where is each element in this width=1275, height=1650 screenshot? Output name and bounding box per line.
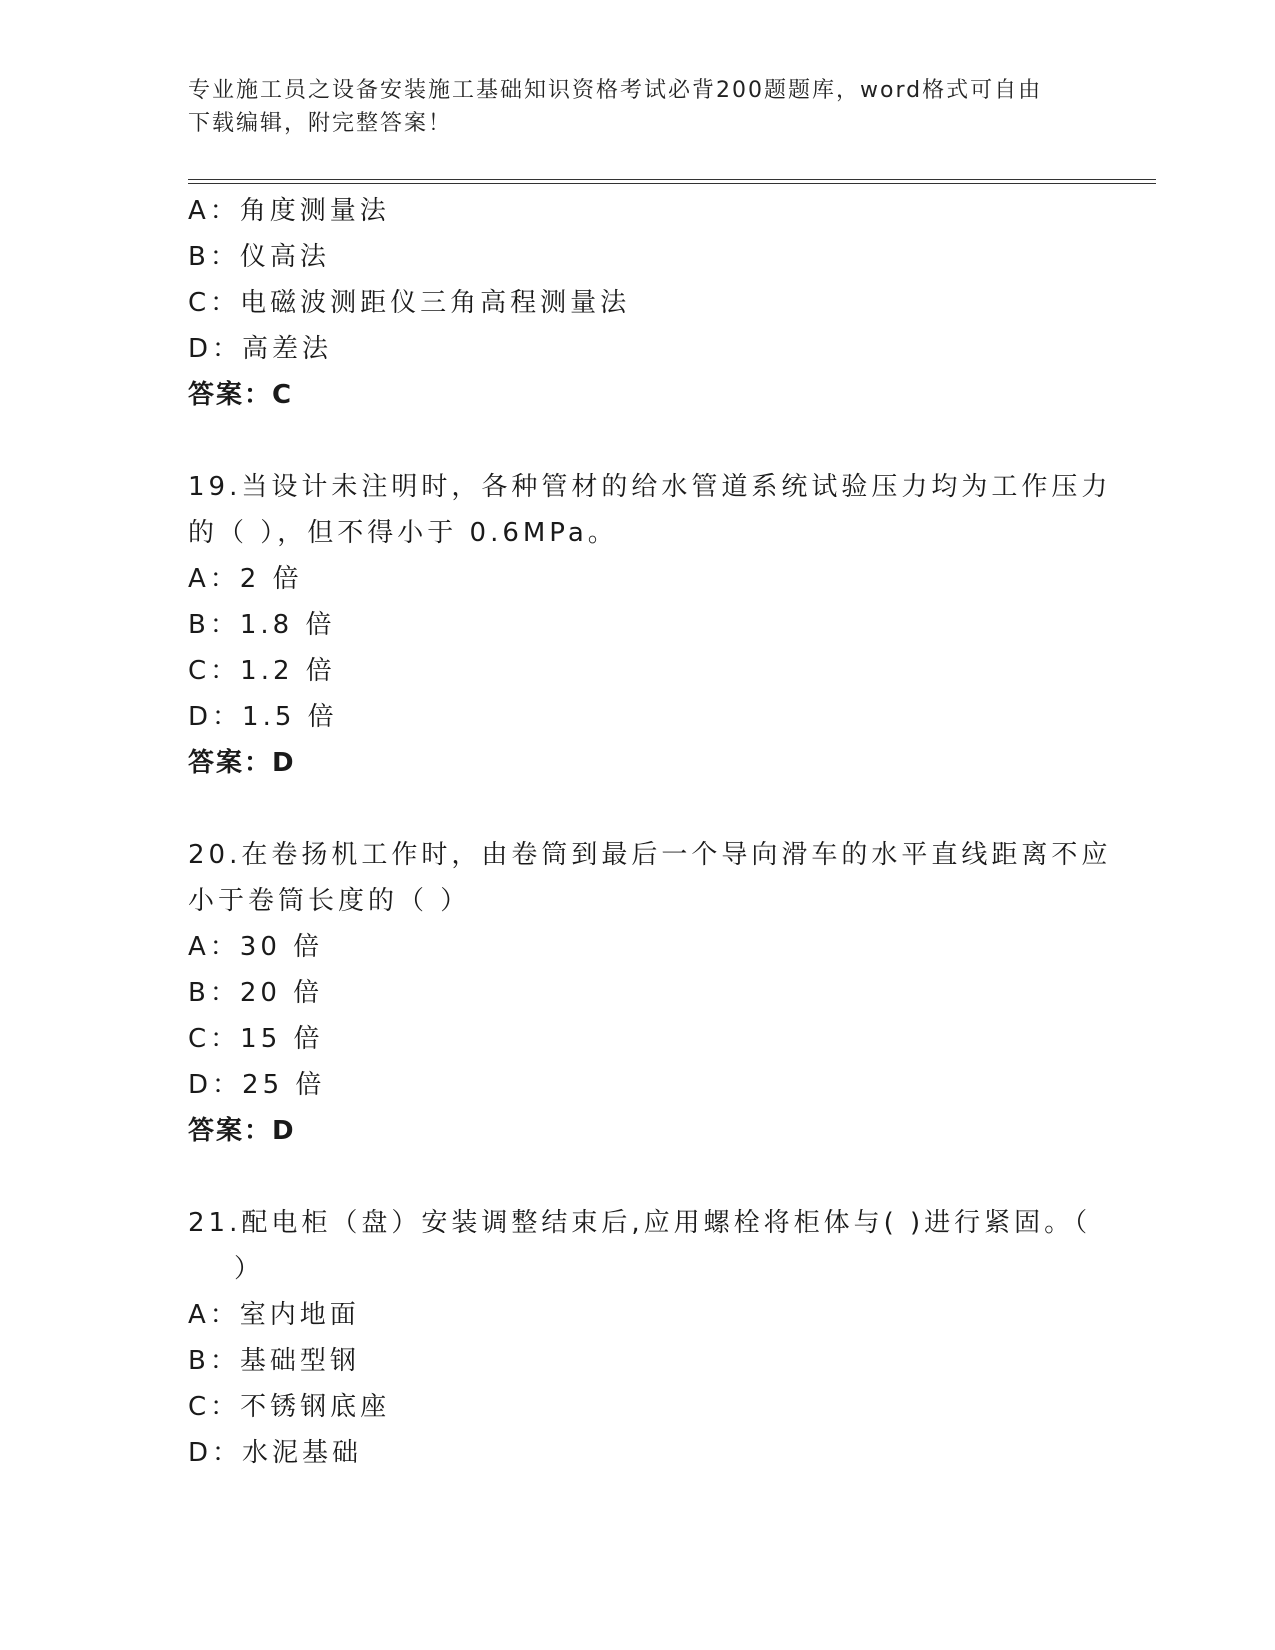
document-header — [188, 74, 1088, 140]
option-c: C：15 倍 — [188, 1024, 324, 1054]
option-a: A：室内地面 — [188, 1300, 360, 1330]
question-text-line-2: ） — [234, 1254, 265, 1284]
answer: 答案：D — [188, 1116, 296, 1146]
option-a: A：30 倍 — [188, 932, 324, 962]
header-title-line-1: 专业施工员之设备安装施工基础知识资格考试必背200题题库，word格式可自由 — [188, 78, 1043, 103]
option-c: C：电磁波测距仪三角高程测量法 — [188, 288, 631, 318]
question-text-line-2: 小于卷筒长度的（ ） — [188, 886, 471, 916]
question-text-line-1: 21.配电柜（盘）安装调整结束后,应用螺栓将柜体与( )进行紧固。（ — [188, 1208, 1092, 1238]
option-b: B：仪高法 — [188, 242, 330, 272]
answer: 答案：D — [188, 748, 296, 778]
option-d: D：水泥基础 — [188, 1438, 363, 1468]
spacer — [188, 418, 1088, 464]
question-21 — [188, 1200, 1092, 1476]
question-text-line-1: 19.当设计未注明时，各种管材的给水管道系统试验压力均为工作压力 — [188, 472, 1112, 502]
question-content — [188, 188, 1112, 1476]
option-d: D：高差法 — [188, 334, 333, 364]
option-b: B：基础型钢 — [188, 1346, 360, 1376]
option-b: B：20 倍 — [188, 978, 324, 1008]
spacer — [188, 786, 1088, 832]
spacer — [188, 1154, 1088, 1200]
header-title-line-2: 下载编辑，附完整答案！ — [188, 111, 453, 136]
option-a: A：角度测量法 — [188, 196, 390, 226]
option-d: D：1.5 倍 — [188, 702, 338, 732]
option-c: C：不锈钢底座 — [188, 1392, 391, 1422]
question-19 — [188, 464, 1112, 786]
option-b: B：1.8 倍 — [188, 610, 336, 640]
option-a: A：2 倍 — [188, 564, 303, 594]
option-d: D：25 倍 — [188, 1070, 326, 1100]
question-text-line-1: 20.在卷扬机工作时，由卷筒到最后一个导向滑车的水平直线距离不应 — [188, 840, 1112, 870]
option-c: C：1.2 倍 — [188, 656, 336, 686]
question-text-line-2: 的（ ），但不得小于 0.6MPa。 — [188, 518, 618, 548]
question-18-continued — [188, 188, 1088, 418]
answer: 答案：C — [188, 380, 294, 410]
question-20 — [188, 832, 1112, 1154]
header-divider-bottom — [188, 183, 1156, 184]
header-divider-top — [188, 179, 1156, 180]
